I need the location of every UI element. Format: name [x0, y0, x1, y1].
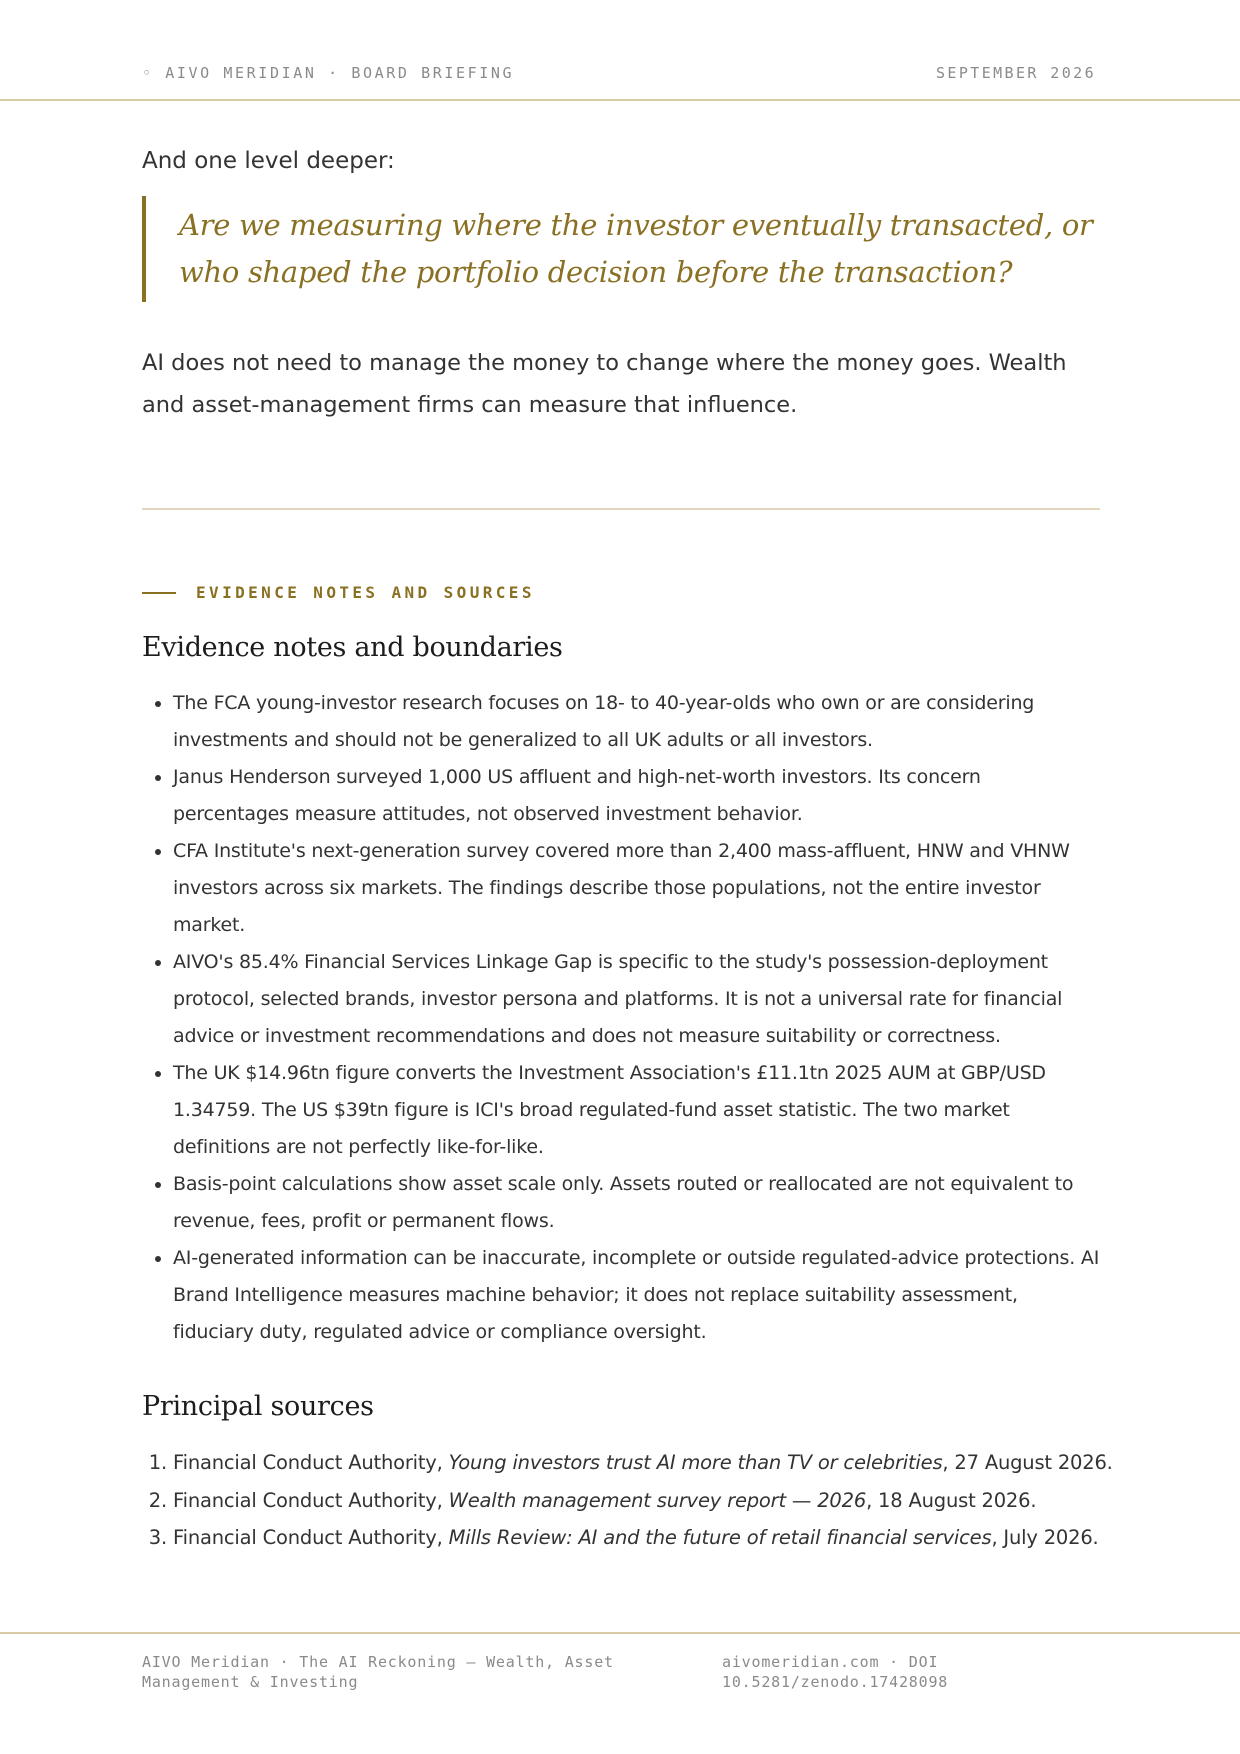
- source-author: Financial Conduct Authority,: [173, 1488, 449, 1512]
- evidence-notes-list: [142, 685, 1100, 1351]
- lead-text: And one level deeper:: [142, 148, 395, 174]
- source-author: Financial Conduct Authority,: [173, 1526, 449, 1549]
- intro-paragraph: AI does not need to manage the money to change where the money goes. Wealth and asset-management firms can measure that influence.: [142, 350, 1067, 418]
- header-date: SEPTEMBER 2026: [935, 64, 1096, 82]
- header-brand: ◦ AIVO MERIDIAN · BOARD BRIEFING: [142, 64, 515, 82]
- footer-title: AIVO Meridian · The AI Reckoning — Wealth, Asset Management & Investing: [142, 1653, 614, 1691]
- source-author: Financial Conduct Authority,: [173, 1451, 449, 1474]
- eyebrow-dash: [142, 592, 176, 594]
- section-eyebrow: [142, 583, 1100, 602]
- list-item: • The UK $14.96tn figure converts the Investment Association's £11.1tn 2025 AUM at GBP/USD 1.34759. The US $39tn figure is ICI's broad regulated-fund asset statistic. The two market definitions are not perfectly like-for-like.: [173, 1055, 1100, 1166]
- source-title: Mills Review: AI and the future of retail financial services: [448, 1526, 992, 1549]
- list-item: • CFA Institute's next-generation survey covered more than 2,400 mass-affluent, HNW and VHNW investors across six markets. The findings describe those populations, not the entire investor market.: [173, 833, 1100, 944]
- page-footer: [0, 1632, 1240, 1691]
- page-header: [0, 0, 1240, 101]
- pull-quote: [142, 196, 1100, 302]
- eyebrow-label: EVIDENCE NOTES AND SOURCES: [196, 583, 535, 602]
- list-item: • AI-generated information can be inaccurate, incomplete or outside regulated-advice protections. AI Brand Intelligence measures machine behavior; it does not replace suitability assessment, fiduciary duty, regulated advice or compliance oversight.: [173, 1240, 1100, 1351]
- list-item: • Basis-point calculations show asset scale only. Assets routed or reallocated are not equivalent to revenue, fees, profit or permanent flows.: [173, 1166, 1100, 1240]
- source-date: , July 2026.: [991, 1526, 1099, 1549]
- list-item: • The FCA young-investor research focuses on 18- to 40-year-olds who own or are considering investments and should not be generalized to all UK adults or all investors.: [173, 685, 1100, 759]
- sources-heading: Principal sources: [142, 1391, 374, 1422]
- source-item: [173, 1444, 1113, 1482]
- source-item: [173, 1519, 1100, 1557]
- list-item: • AIVO's 85.4% Financial Services Linkage Gap is specific to the study's possession-deployment protocol, selected brands, investor persona and platforms. It is not a universal rate for financial advice or investment recommendations and does not measure suitability or correctness.: [173, 944, 1100, 1055]
- source-title: Young investors trust AI more than TV or celebrities: [448, 1451, 943, 1474]
- source-date: , 18 August 2026.: [866, 1488, 1037, 1512]
- list-item: • Janus Henderson surveyed 1,000 US affluent and high-net-worth investors. Its concern percentages measure attitudes, not observed investment behavior.: [173, 759, 1100, 833]
- footer-doi: aivomeridian.com · DOI 10.5281/zenodo.17428098: [722, 1653, 949, 1691]
- section-divider: [142, 508, 1100, 510]
- pull-quote-text: Are we measuring where the investor eventually transacted, or who shaped the portfolio decision before the transaction?: [179, 208, 1093, 289]
- source-title: Wealth management survey report — 2026: [448, 1488, 867, 1512]
- page-content: [142, 146, 1113, 1557]
- source-item: [173, 1482, 1100, 1520]
- source-date: , 27 August 2026.: [942, 1451, 1113, 1474]
- sources-list: [142, 1444, 1113, 1557]
- notes-heading: Evidence notes and boundaries: [142, 632, 563, 663]
